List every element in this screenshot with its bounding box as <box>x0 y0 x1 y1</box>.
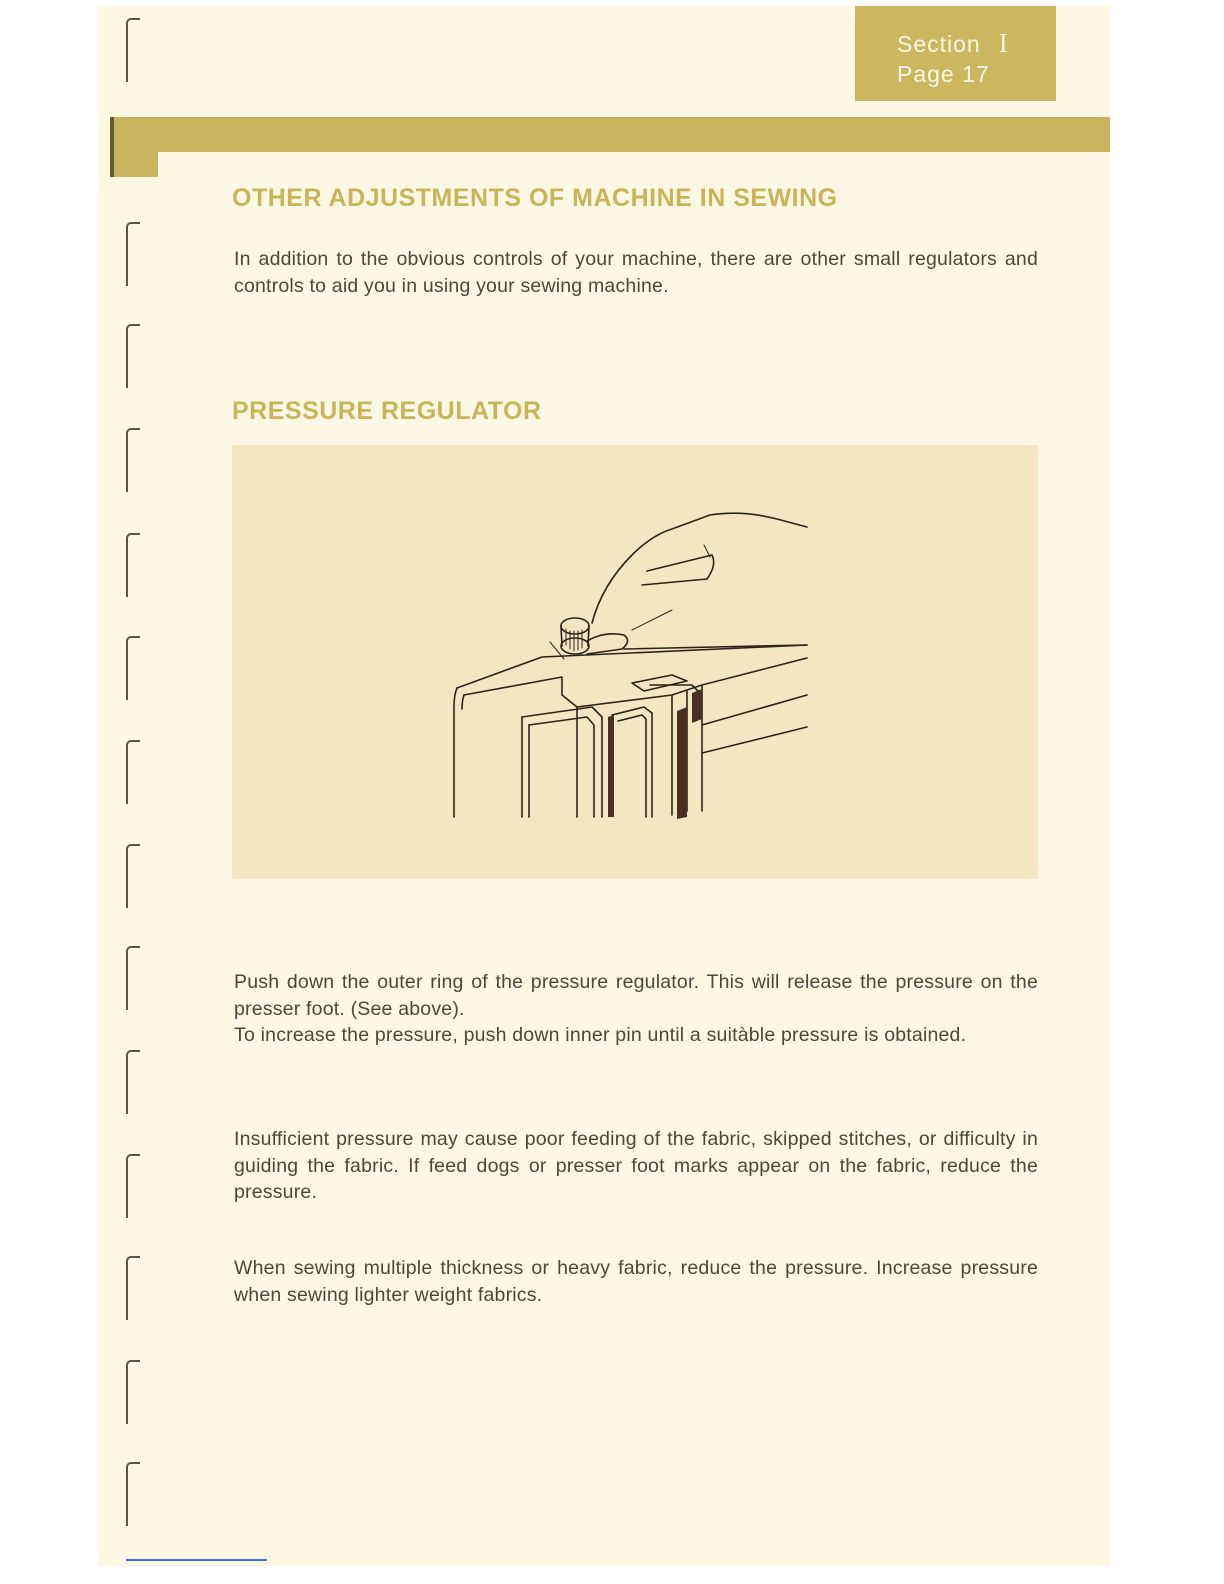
binding-ring <box>126 844 140 908</box>
pressure-regulator-illustration <box>232 445 1038 879</box>
page-title: OTHER ADJUSTMENTS OF MACHINE IN SEWING <box>232 184 838 212</box>
pressure-release-text: Push down the outer ring of the pressure regulator. This will release the pressure on the presser foot. (See above). <box>234 971 1038 1020</box>
section-numeral: I <box>998 28 1009 58</box>
binding-ring <box>126 1360 140 1424</box>
binding-ring <box>126 324 140 388</box>
binding-ring <box>126 636 140 700</box>
binding-ring <box>126 1256 140 1320</box>
pressure-release-paragraph <box>234 969 1038 1049</box>
insufficient-pressure-paragraph: Insufficient pressure may cause poor feeding of the fabric, skipped stitches, or difficulty in guiding the fabric. If feed dogs or presser foot marks appear on the fabric, reduce the pressure. <box>234 1128 1038 1203</box>
heavy-fabric-paragraph: When sewing multiple thickness or heavy fabric, reduce the pressure. Increase pressure when sewing lighter weight fabrics. <box>234 1257 1038 1306</box>
section-label-line <box>897 28 1009 59</box>
header-band <box>110 117 1110 152</box>
scan-edge-mark <box>126 1559 267 1561</box>
manual-page <box>98 6 1110 1566</box>
binding-ring <box>126 740 140 804</box>
binding-ring <box>126 1154 140 1218</box>
hand-pressing-regulator-icon <box>232 445 1038 879</box>
pressure-increase-text: To increase the pressure, push down inner pin until a suitàble pressure is obtained. <box>234 1024 967 1046</box>
binding-ring <box>126 533 140 597</box>
binding-ring <box>126 1050 140 1114</box>
page-number: Page 17 <box>897 61 990 87</box>
binding-ring <box>126 946 140 1010</box>
binding-ring <box>126 222 140 286</box>
section-heading-pressure-regulator: PRESSURE REGULATOR <box>232 397 542 425</box>
binding-ring <box>126 18 140 82</box>
binding-ring <box>126 428 140 492</box>
section-label: Section <box>897 31 981 57</box>
section-tab <box>855 6 1056 101</box>
binding-rings <box>98 6 158 1566</box>
intro-paragraph: In addition to the obvious controls of your machine, there are other small regulators and controls to aid you in using your sewing machine. <box>234 248 1038 297</box>
binding-ring <box>126 1462 140 1526</box>
header-band-notch <box>110 117 158 177</box>
